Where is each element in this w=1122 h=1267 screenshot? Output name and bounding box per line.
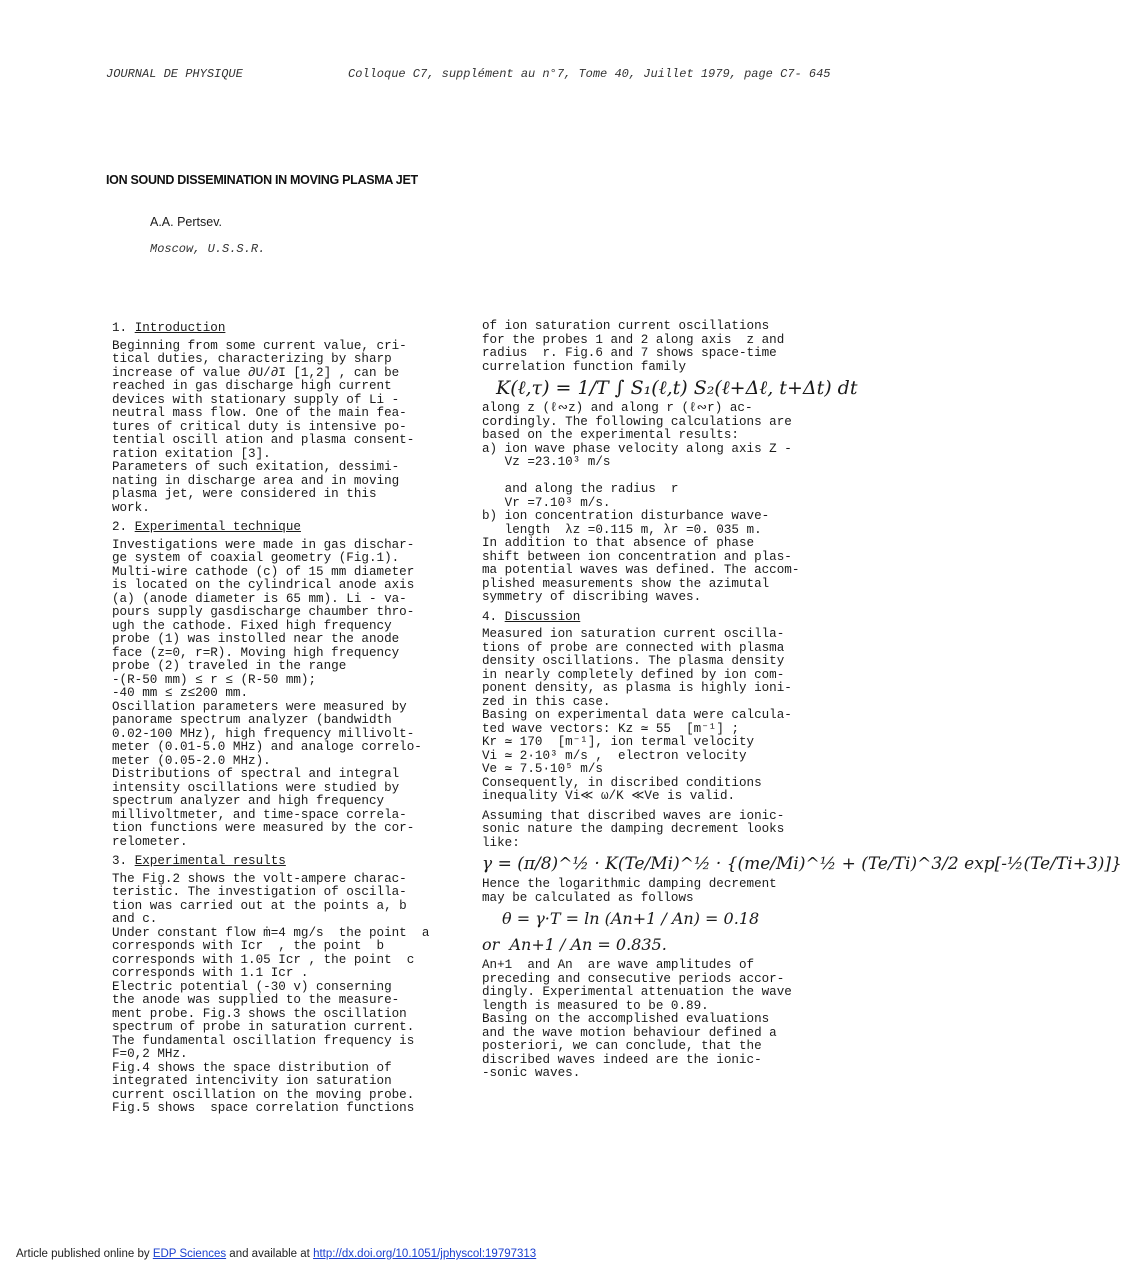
conclusion-text: An+1 and An are wave amplitudes of preceding and consecutive periods accor- dingly. Experimental attenuation the wave length is measured to be 0.89. Basing on the accomplished evaluations and the wave motion behaviour defined a posteriori, we can conclude, that the discribed waves indeed are the ionic- -sonic waves. xyxy=(482,958,792,1080)
log-decrement-intro: Hence the logarithmic damping decrement may be calculated as follows xyxy=(482,877,777,905)
technique-text: Investigations were made in gas dischar- ge system of coaxial geometry (Fig.1). Multi-wire cathode (c) of 15 mm diameter is located on the cylindrical anode axis (a) (anode diameter is 65 mm). Li - va- pours supply gasdischarge chaumber thro- ugh the cathode. Fixed high frequency probe (1) was instolled near the anode face (z=0, r=R). Moving high frequency probe (2) traveled in the range -(R-50 mm) ≤ r ≤ (R-50 mm); -40 mm ≤ z≤200 mm. Oscillation parameters were measured by panorame spectrum analyzer (bandwidth 0.02-100 MHz), high frequency millivolt- meter (0.01-5.0 MHz) and analoge correlo- meter (0.05-2.0 MHz). Distributions of spectral and integral intensity oscillations were studied by spectrum analyzer and high frequency millivoltmeter, and time-space correla- tion functions were measured by the cor- relometer. xyxy=(112,537,422,849)
section-heading-results: 3. Experimental results xyxy=(112,854,286,868)
author: A.A. Pertsev. xyxy=(150,215,223,229)
amplitude-ratio-equation: or An+1 / An = 0.835. xyxy=(482,935,667,954)
affiliation: Moscow, U.S.S.R. xyxy=(150,242,266,256)
section-heading-introduction: 1. Introduction xyxy=(112,321,226,335)
experimental-results-text: along z (ℓ∾z) and along r (ℓ∾r) ac- cordingly. The following calculations are based on the experimental results: a) ion wave phase velocity along axis Z - Vz =23.10³ m/s and along the radius r Vr =7.10³ m/s. b) ion concentration disturbance wave- length λz =0.115 m, λr =0. 035 m. In addition to that absence of phase shift between ion concentration and plas- ma potential waves was defined. The accom- plished measurements show the azimutal symmetry of discribing waves. xyxy=(482,401,800,604)
discussion-text: Measured ion saturation current oscilla- tions of probe are connected with plasma density oscillations. The plasma density in nearly completely defined by ion com- ponent density, as plasma is highly ioni- zed in this case. Basing on experimental data were calcula- ted wave vectors: Kz ≃ 55 [m⁻¹] ; Kr ≃ 170 [m⁻¹], ion termal velocity Vi ≃ 2·10³ m/s , electron velocity Ve ≃ 7.5·10⁵ m/s Consequently, in discribed conditions inequality Vi≪ ω/K ≪Ve is valid. xyxy=(482,627,792,803)
paper-title: ION SOUND DISSEMINATION IN MOVING PLASMA JET xyxy=(106,173,418,187)
issue-info: Colloque C7, supplément au n°7, Tome 40, Juillet 1979, page C7- 645 xyxy=(348,67,831,81)
log-decrement-equation: θ = γ·T = ln (An+1 / An) = 0.18 xyxy=(502,909,760,928)
correlation-equation: K(ℓ,τ) = 1/T ∫ S₁(ℓ,t) S₂(ℓ+Δℓ, t+Δt) dt xyxy=(496,377,858,399)
doi-link[interactable]: http://dx.doi.org/10.1051/jphyscol:19797313 xyxy=(313,1248,537,1260)
left-column xyxy=(112,316,460,1116)
journal-name: JOURNAL DE PHYSIQUE xyxy=(106,67,243,81)
damping-intro-text: Assuming that discribed waves are ionic- sonic nature the damping decrement looks like: xyxy=(482,808,785,850)
section-heading-discussion: 4. Discussion xyxy=(482,609,581,624)
introduction-text: Beginning from some current value, cri- tical duties, characterizing by sharp increase of value ∂U/∂I [1,2] , can be reached in gas discharge high current devices with stationary supply of Li - neutral mass flow. One of the main fea- tures of critical duty is intensive po- tential oscill ation and plasma consent- ration exitation [3]. Parameters of such exitation, dessimi- nating in discharge area and in moving plasma jet, were considered in this work. xyxy=(112,338,415,515)
damping-equation: γ = (π/8)^½ · K(Te/Mi)^½ · {(me/Mi)^½ + (Te/Ti)^3/2 exp[-½(Te/Ti+3)]} xyxy=(482,854,1122,874)
results-continued-text: of ion saturation current oscillations for the probes 1 and 2 along axis z and radius r. Fig.6 and 7 shows space-time currelation function family xyxy=(482,319,785,374)
publisher-link[interactable]: EDP Sciences xyxy=(152,1248,227,1260)
results-text: The Fig.2 shows the volt-ampere charac- teristic. The investigation of oscilla- tion was carried out at the points a, b and c. Under constant flow ṁ=4 mg/s the point a corresponds with Icr , the point b corresponds with 1.05 Icr , the point c corresponds with 1.1 Icr . Electric potential (-30 v) conserning the anode was supplied to the measure- ment probe. Fig.3 shows the oscillation spectrum of probe in saturation current. The fundamental oscillation frequency is F=0,2 MHz. Fig.4 shows the space distribution of integrated intencivity ion saturation current oscillation on the moving probe. Fig.5 shows space correlation functions xyxy=(112,871,430,1115)
publication-footer: Article published online by EDP Sciences and available at http://dx.doi.org/10.1051/jphyscol:19797313 xyxy=(16,1248,537,1260)
right-column xyxy=(482,319,1122,1081)
section-heading-technique: 2. Experimental technique xyxy=(112,520,301,534)
